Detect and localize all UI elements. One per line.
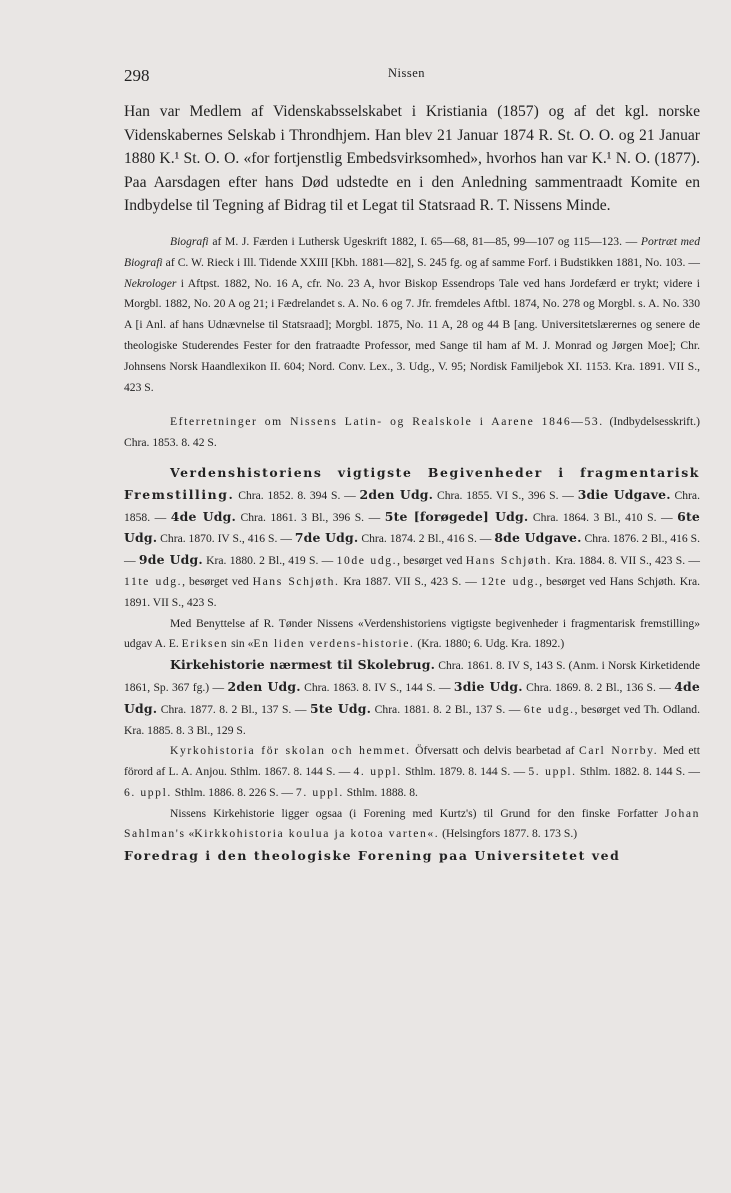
author-name: Johan Sahlman's	[124, 806, 700, 841]
entry-text: Chra. 1864. 3 Bl., 410 S. —	[528, 510, 678, 524]
ref-label-biografi: Biografi	[170, 234, 209, 248]
entry-text: Chra. 1870. IV S., 416 S. —	[157, 532, 295, 546]
entry-text: Sthlm. 1879. 8. 144 S. —	[401, 765, 529, 779]
edition-label: 5te [forøgede] Udg.	[384, 508, 529, 524]
entry-text: (Indbydelsesskrift.) Chra. 1853. 8. 42 S.	[124, 415, 701, 450]
edition-label: 12te udg.	[480, 574, 540, 588]
ref-text-nekrologer: i Aftpst. 1882, No. 16 A, cfr. No. 23 A, hvor Biskop Essendrops Tale ved hans Jordefærd er trykt; videre i Morgbl. 1882, No. 20 A og 21; i Fædrelandet s. A. No. 6 og 7. Jfr. fremdeles Aftbl. 1874, No. 278 og Morgbl. s. A. No. 330 A [i Anl. af hans Udnævnelse til Statsraad]; Morgbl. 1875, No. 11 A, 28 og 44 B [ang. Universitetslærernes og senere de theologiske Studerendes Fester for den fratraadte Professor, med Sange til ham af M. J. Monrad og Jørgen Moe]; Chr. Johnsens Norsk Haandlexikon II. 604; Nord. Conv. Lex., 3. Udg., V. 95; Nordisk Familjebok XI. 1153. Kra. 1891. VII S., 423 S.	[124, 276, 700, 394]
entry-text: Chra. 1881. 8. 2 Bl., 137 S. —	[371, 702, 524, 716]
ref-label-portraet: Portræt med Biografi	[124, 234, 700, 269]
biography-paragraph: Han var Medlem af Videnskabsselskabet i Kristiania (1857) og af det kgl. norske Videnskabernes Selskab i Throndhjem. Han blev 21 Januar 1874 R. St. O. O. og 21 Januar 1880 K.¹ St. O. O. «for fortjenstlig Embedsvirksomhed», hvorhos han var K.¹ N. O. (1877). Paa Aarsdagen efter hans Død udstedte en i den Anledning sammentraadt Komite en Indbydelse til Tegning af Bidrag til et Legat til Statsraad R. T. Nissens Minde.	[124, 103, 700, 215]
page-body	[124, 100, 700, 867]
edition-label: 2den Udg.	[359, 486, 434, 502]
entry-text: «	[185, 827, 195, 841]
entry-finske	[124, 804, 700, 846]
ref-text-portraet: af C. W. Rieck i Ill. Tidende XXIII [Kbh. 1881—82], S. 245 fg. og af samme Forf. i Budstikken 1881, No. 103. —	[162, 255, 700, 269]
ref-text-biografi: af M. J. Færden i Luthersk Ugeskrift 1882, I. 65—68, 81—85, 99—107 og 115—123. —	[208, 234, 641, 248]
edition-label: 9de Udg.	[138, 552, 203, 568]
entry-benyttelse	[124, 614, 700, 656]
entry-text: , besørget ved	[397, 554, 466, 568]
entry-text: Chra. 1861. 8. IV S, 143 S. (Anm. i Norsk Kirketidende 1861, Sp. 367 fg.) —	[124, 659, 700, 694]
entry-text: Kra. 1884. 8. VII S., 423 S. —	[552, 554, 701, 568]
edition-label: 7de Udg.	[294, 530, 359, 546]
edition-label: 3die Udg.	[453, 678, 523, 694]
author-name: Eriksen	[181, 637, 229, 651]
entry-text: , besørget ved Th. Odland. Kra. 1885. 8. 3 Bl., 129 S.	[124, 702, 700, 737]
entry-text: , besørget ved	[182, 574, 253, 588]
entry-kyrkohistoria	[124, 741, 700, 803]
entry-text: Sthlm. 1886. 8. 226 S. —	[171, 785, 296, 799]
edition-label: 8de Udgave.	[494, 530, 582, 546]
ref-label-nekrologer: Nekrologer	[124, 276, 177, 290]
entry-text: Öfversatt och delvis bearbetad af	[410, 744, 579, 758]
edition-label: 6te Udg.	[124, 508, 700, 546]
page-number: 298	[124, 66, 150, 85]
entry-title: Efterretninger om Nissens Latin- og Realskole i Aarene 1846—53.	[170, 415, 604, 429]
entry-text: Chra. 1874. 2 Bl., 416 S. —	[358, 532, 495, 546]
entry-text: (Kra. 1880; 6. Udg. Kra. 1892.)	[414, 637, 565, 651]
entry-text: Chra. 1869. 8. 2 Bl., 136 S. —	[522, 680, 675, 694]
entry-verdenshistorie	[124, 463, 700, 614]
edition-label: 4de Udg.	[170, 508, 236, 524]
entry-text: Chra. 1876. 2 Bl., 416 S. —	[124, 532, 701, 568]
edition-label: 10de udg.	[336, 554, 398, 568]
edition-label: 4. uppl.	[353, 765, 402, 779]
edition-label: 5. uppl.	[528, 765, 577, 779]
entry-text: Chra. 1861. 3 Bl., 396 S. —	[235, 510, 385, 524]
entry-text: Chra. 1877. 8. 2 Bl., 137 S. —	[157, 702, 310, 716]
entry-text: (Helsingfors 1877. 8. 173 S.)	[439, 827, 578, 841]
entry-title: Kirkehistorie nærmest til Skolebrug.	[170, 657, 436, 673]
entry-text: Med Benyttelse af R. Tønder Nissens «Verdenshistoriens vigtigste begivenheder i fragmentarisk fremstilling» udgav A. E.	[124, 616, 700, 651]
edition-label: 7. uppl.	[295, 785, 344, 799]
entry-text: , besørget ved Hans Schjøth. Kra. 1891. VII S., 423 S.	[124, 574, 700, 609]
entry-text: Chra. 1852. 8. 394 S. —	[234, 488, 360, 502]
edition-label: 4de Udg.	[124, 678, 701, 716]
references-paragraph	[124, 232, 700, 398]
edition-label: 2den Udg.	[227, 678, 301, 694]
entry-title: Foredrag i den theologiske Forening paa Universitetet ved	[124, 848, 621, 864]
entry-foredrag	[124, 845, 700, 867]
entry-text: Sthlm. 1882. 8. 144 S. —	[576, 765, 701, 779]
entry-kirkehistorie	[124, 655, 700, 741]
edition-label: 6. uppl.	[124, 785, 172, 799]
running-head: Nissen	[388, 66, 426, 80]
translator-name: Carl Norrby.	[578, 744, 659, 758]
entry-text: Nissens Kirkehistorie ligger ogsaa (i Forening med Kurtz's) til Grund for den finske Forfatter	[170, 806, 665, 820]
entry-efterretninger	[124, 412, 700, 454]
edition-label: 11te udg.	[124, 574, 183, 588]
entry-text: Kra 1887. VII S., 423 S. —	[339, 574, 481, 588]
entry-title: Kirkkohistoria koulua ja kotoa varten«.	[194, 827, 440, 841]
entry-text: Sthlm. 1888. 8.	[343, 785, 418, 799]
entry-text: Chra. 1858. —	[124, 488, 700, 524]
edition-label: 3die Udgave.	[577, 486, 671, 502]
editor-name: Hans Schjøth.	[252, 574, 340, 588]
edition-label: 5te Udg.	[309, 700, 372, 716]
entry-text: Kra. 1880. 2 Bl., 419 S. —	[202, 554, 337, 568]
edition-label: 6te udg.	[523, 702, 575, 716]
entry-title: Kyrkohistoria för skolan och hemmet.	[170, 744, 411, 758]
entry-text: Chra. 1863. 8. IV S., 144 S. —	[300, 680, 454, 694]
entry-text: Chra. 1855. VI S., 396 S. —	[433, 488, 578, 502]
entry-title: Verdenshistoriens vigtigste Begivenheder i fragmentarisk Fremstilling.	[124, 464, 700, 502]
entry-title: En liden verdens-historie.	[253, 637, 415, 651]
entry-text: sin «	[228, 637, 254, 651]
page-header	[124, 66, 700, 88]
editor-name: Hans Schjøth.	[465, 554, 553, 568]
entry-text: Med ett förord af L. A. Anjou. Sthlm. 1867. 8. 144 S. —	[124, 744, 700, 779]
